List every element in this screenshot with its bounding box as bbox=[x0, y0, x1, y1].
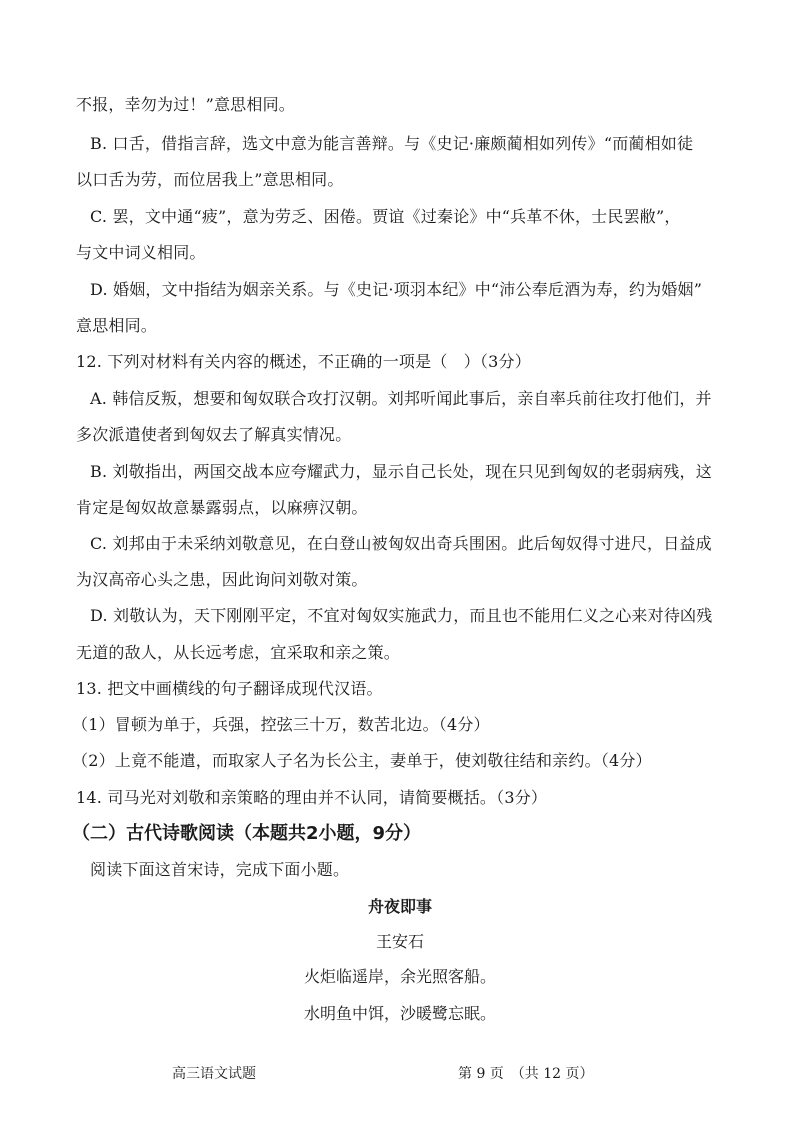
question-12-option-a-continuation: 多次派遣使者到匈奴去了解真实情况。 bbox=[76, 425, 352, 444]
question-12-option-c: C. 刘邦由于未采纳刘敬意见，在白登山被匈奴出奇兵围困。此后匈奴得寸进尺，日益成 bbox=[90, 534, 712, 553]
question-13: 13. 把文中画横线的句子翻译成现代汉语。 bbox=[76, 679, 383, 698]
answer-option-b-continuation: 以口舌为劳，而位居我上”意思相同。 bbox=[76, 170, 344, 189]
section-heading: （二）古代诗歌阅读（本题共2小题，9分） bbox=[72, 823, 422, 844]
question-12-option-c-continuation: 为汉高帝心头之患，因此询问刘敬对策。 bbox=[76, 570, 368, 589]
footer-exam-name: 高三语文试题 bbox=[172, 1066, 256, 1082]
answer-option-a-continuation: 不报，幸勿为过！”意思相同。 bbox=[76, 95, 295, 114]
section-instruction: 阅读下面这首宋诗，完成下面小题。 bbox=[90, 860, 350, 879]
question-13-part-1: （1）冒顿为单于，兵强，控弦三十万，数苦北边。（4分） bbox=[72, 715, 490, 734]
footer-page-number: 第 9 页 （共 12 页） bbox=[458, 1066, 594, 1082]
answer-option-d-continuation: 意思相同。 bbox=[76, 316, 158, 335]
poem-line-2: 水明鱼中饵，沙暖鹭忘眠。 bbox=[303, 1004, 496, 1023]
poem-line-1: 火炬临遥岸，余光照客船。 bbox=[303, 967, 496, 986]
question-12: 12. 下列对材料有关内容的概述，不正确的一项是（ ）（3分） bbox=[76, 352, 531, 371]
question-12-option-b: B. 刘敬指出，两国交战本应夸耀武力，显示自己长处，现在只见到匈奴的老弱病残，这 bbox=[90, 462, 712, 481]
poem-title: 舟夜即事 bbox=[367, 897, 432, 916]
question-12-option-d: D. 刘敬认为，天下刚刚平定，不宜对匈奴实施武力，而且也不能用仁义之心来对待凶残 bbox=[90, 606, 713, 625]
question-14: 14. 司马光对刘敬和亲策略的理由并不认同，请简要概括。（3分） bbox=[76, 788, 548, 807]
answer-option-c-continuation: 与文中词义相同。 bbox=[76, 243, 206, 262]
answer-option-b: B. 口舌，借指言辞，选文中意为能言善辩。与《史记·廉颇蔺相如列传》“而蔺相如徒 bbox=[90, 134, 694, 153]
answer-option-c: C. 罢，文中通“疲”，意为劳乏、困倦。贾谊《过秦论》中“兵革不休，士民罢敝”， bbox=[90, 207, 681, 226]
answer-option-d: D. 婚姻，文中指结为姻亲关系。与《史记·项羽本纪》中“沛公奉卮酒为寿，约为婚姻” bbox=[90, 280, 703, 299]
question-12-option-d-continuation: 无道的敌人，从长远考虑，宜采取和亲之策。 bbox=[76, 643, 401, 662]
question-13-part-2: （2）上竟不能遣，而取家人子名为长公主，妻单于，使刘敬往结和亲约。（4分） bbox=[72, 751, 652, 770]
question-12-option-a: A. 韩信反叛，想要和匈奴联合攻打汉朝。刘邦听闻此事后，亲自率兵前往攻打他们，并 bbox=[90, 389, 712, 408]
poem-author: 王安石 bbox=[375, 932, 424, 951]
question-12-option-b-continuation: 肯定是匈奴故意暴露弱点，以麻痹汉朝。 bbox=[76, 498, 368, 517]
